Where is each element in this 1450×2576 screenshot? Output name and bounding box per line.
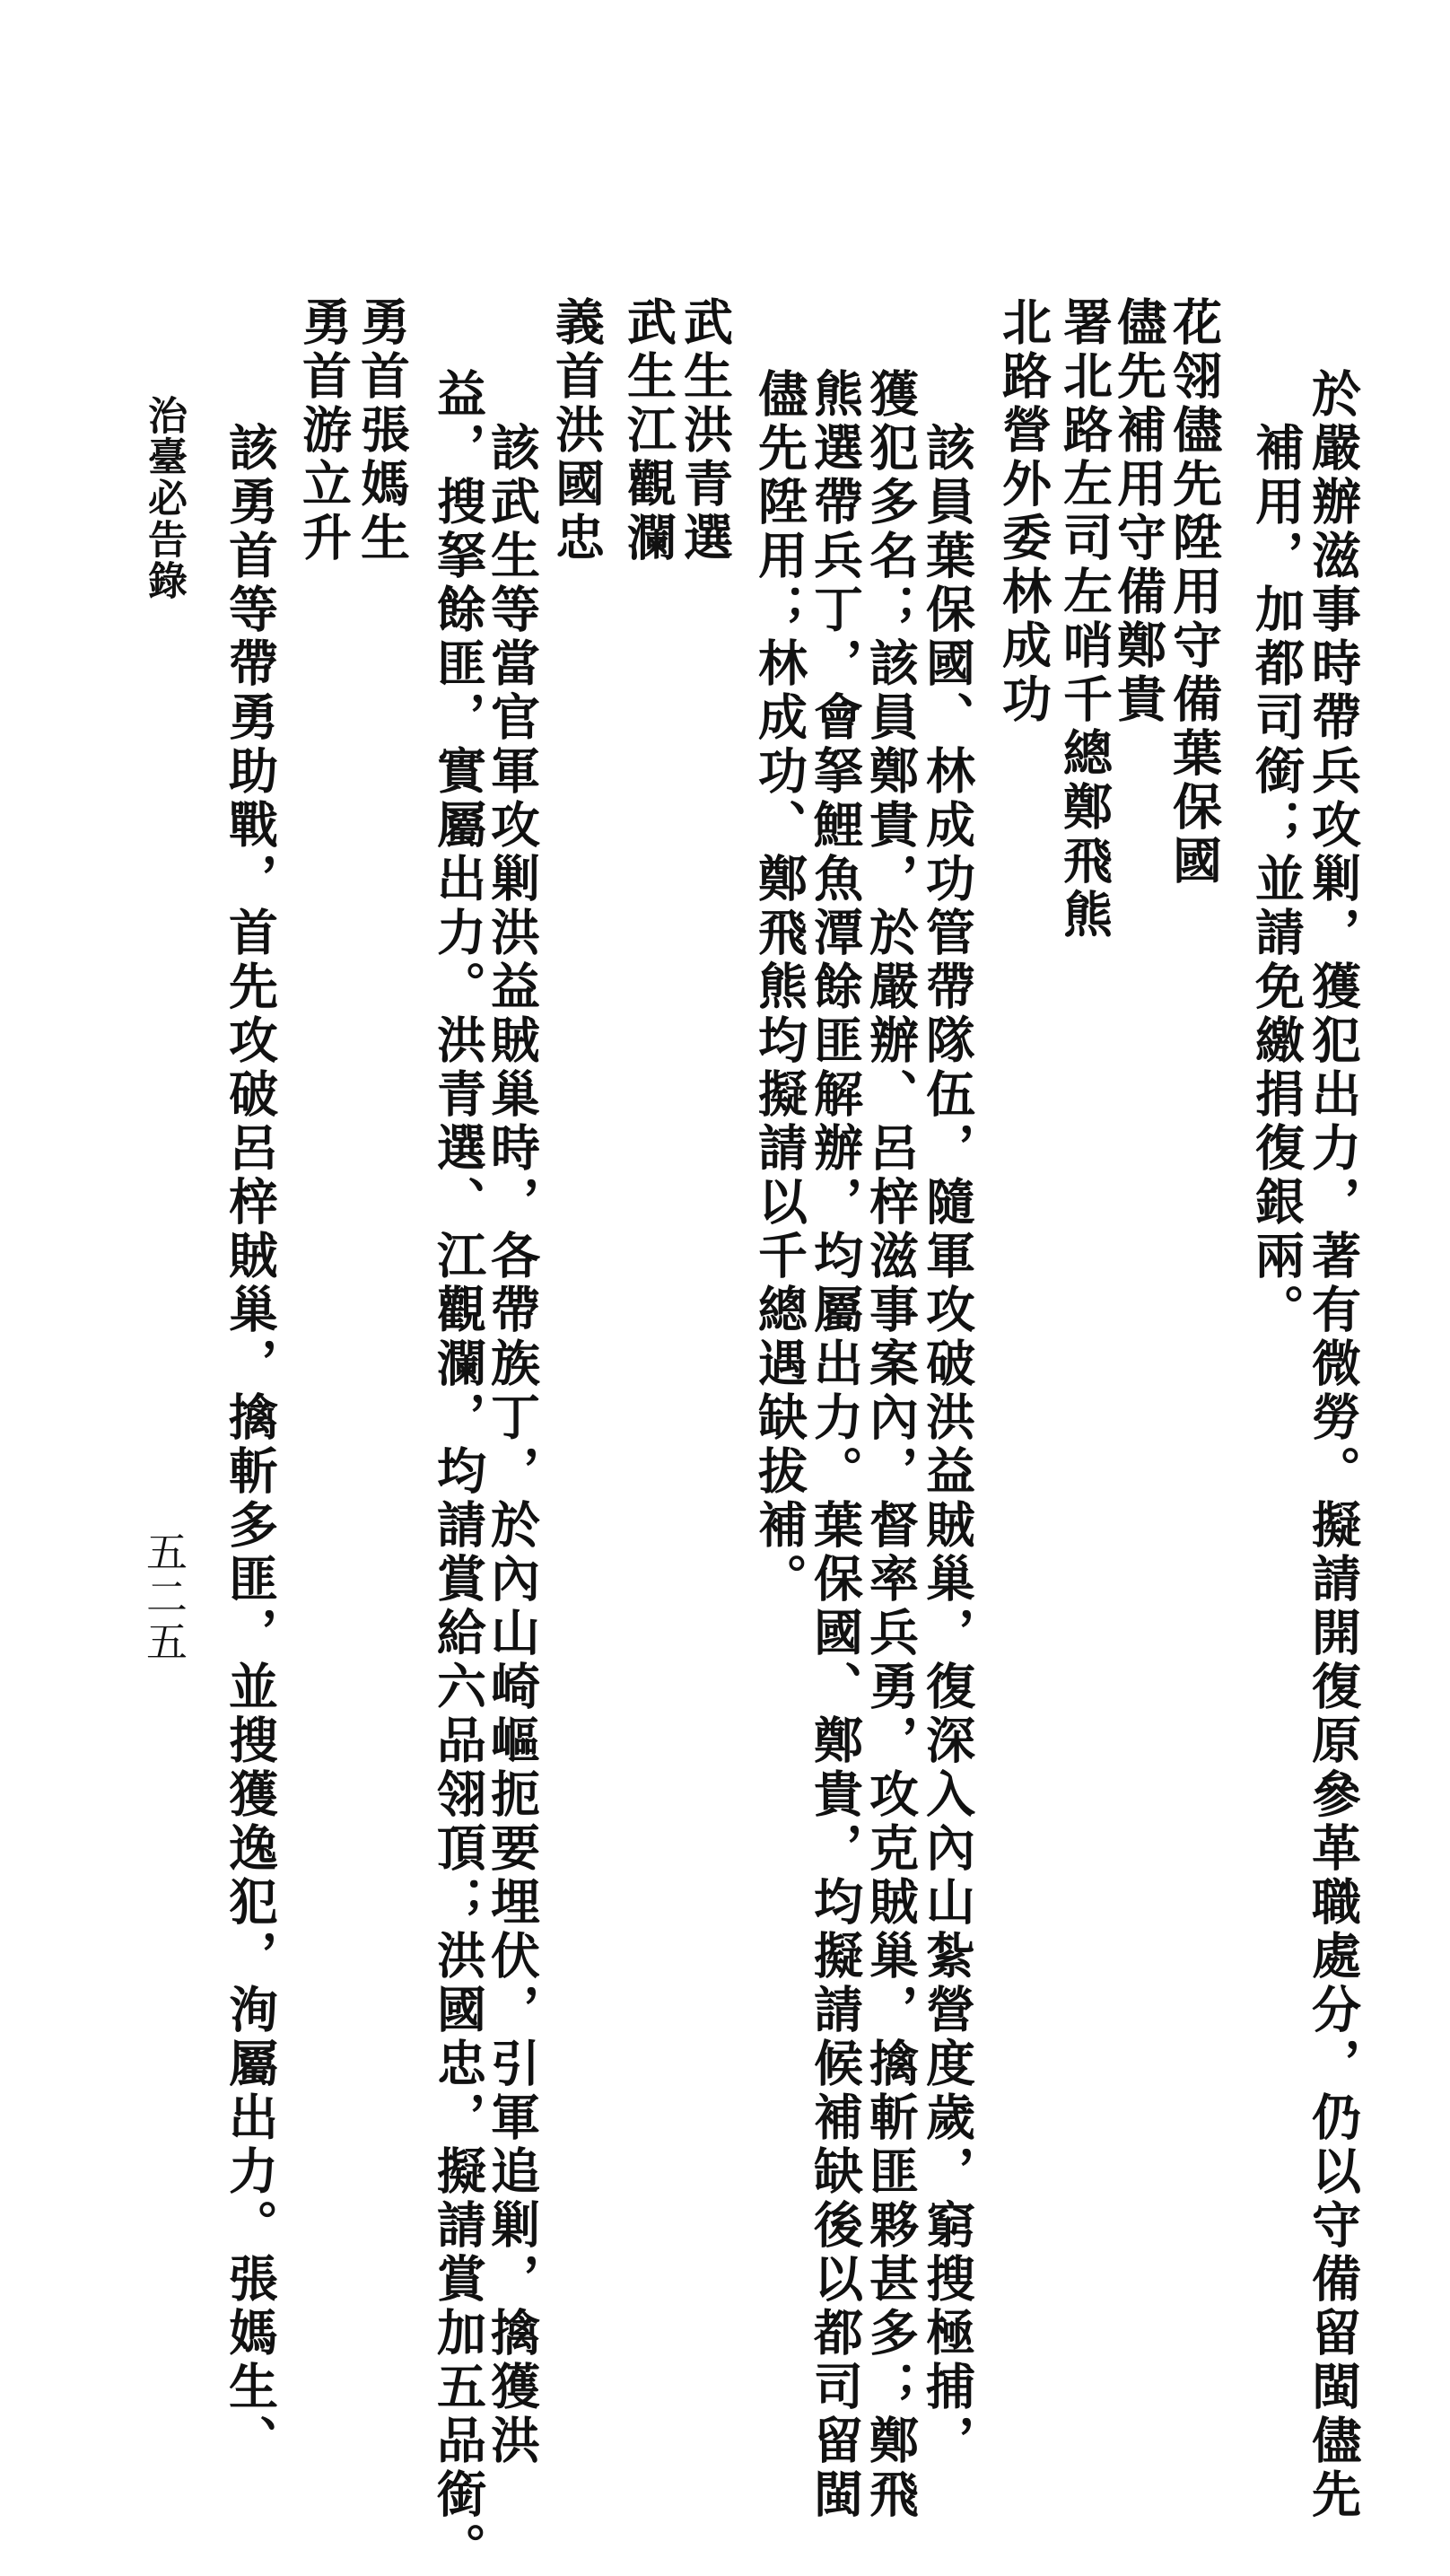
- text-column-10: 儘先陞用；林成功、鄭飛熊均擬請以千總遇缺拔補。: [750, 368, 808, 1607]
- text-column-15: 益，搜拏餘匪，實屬出力。洪青選、江觀瀾，均請賞給六品翎頂；洪國忠，擬請賞加五品銜。: [429, 368, 487, 2576]
- text-column-18: 該勇首等帶勇助戰，首先攻破呂梓賊巢，擒斬多匪，並搜獲逸犯，洵屬出力。張媽生、: [221, 422, 279, 2468]
- text-column-11: 武生洪青選: [676, 296, 734, 565]
- text-column-4: 儘先補用守備鄭貴: [1109, 296, 1167, 727]
- text-column-17: 勇首游立升: [294, 296, 353, 565]
- text-column-8: 獲犯多名；該員鄭貴，於嚴辦、呂梓滋事案內，督率兵勇，攻克賊巢，擒斬匪夥甚多；鄭飛: [861, 368, 920, 2522]
- page-number: 五二五: [140, 1530, 188, 1665]
- text-column-9: 熊選帶兵丁，會拏鯉魚潭餘匪解辦，均屬出力。葉保國、鄭貴，均擬請候補缺後以都司留閩: [806, 368, 864, 2522]
- running-header-title: 治臺必告錄: [141, 395, 187, 601]
- text-column-16: 勇首張媽生: [353, 296, 411, 565]
- text-column-6: 北路營外委林成功: [994, 296, 1053, 727]
- text-column-14: 該武生等當官軍攻剿洪益賊巢時，各帶族丁，於內山崎嶇扼要埋伏，引軍追剿，擒獲洪: [483, 422, 541, 2468]
- text-column-13: 義首洪國忠: [547, 296, 606, 565]
- text-column-2: 補用，加都司銜；並請免繳捐復銀兩。: [1247, 422, 1306, 1337]
- text-column-12: 武生江觀瀾: [619, 296, 677, 565]
- text-column-3: 花翎儘先陞用守備葉保國: [1165, 296, 1223, 889]
- text-column-1: 於嚴辦滋事時帶兵攻剿，獲犯出力，著有微勞。擬請開復原參革職處分，仍以守備留閩儘先: [1304, 368, 1362, 2522]
- text-column-5: 署北路左司左哨千總鄭飛熊: [1055, 296, 1114, 942]
- text-column-7: 該員葉保國、林成功管帶隊伍，隨軍攻破洪益賊巢，復深入內山紮營度歲，窮搜極捕，: [918, 422, 976, 2468]
